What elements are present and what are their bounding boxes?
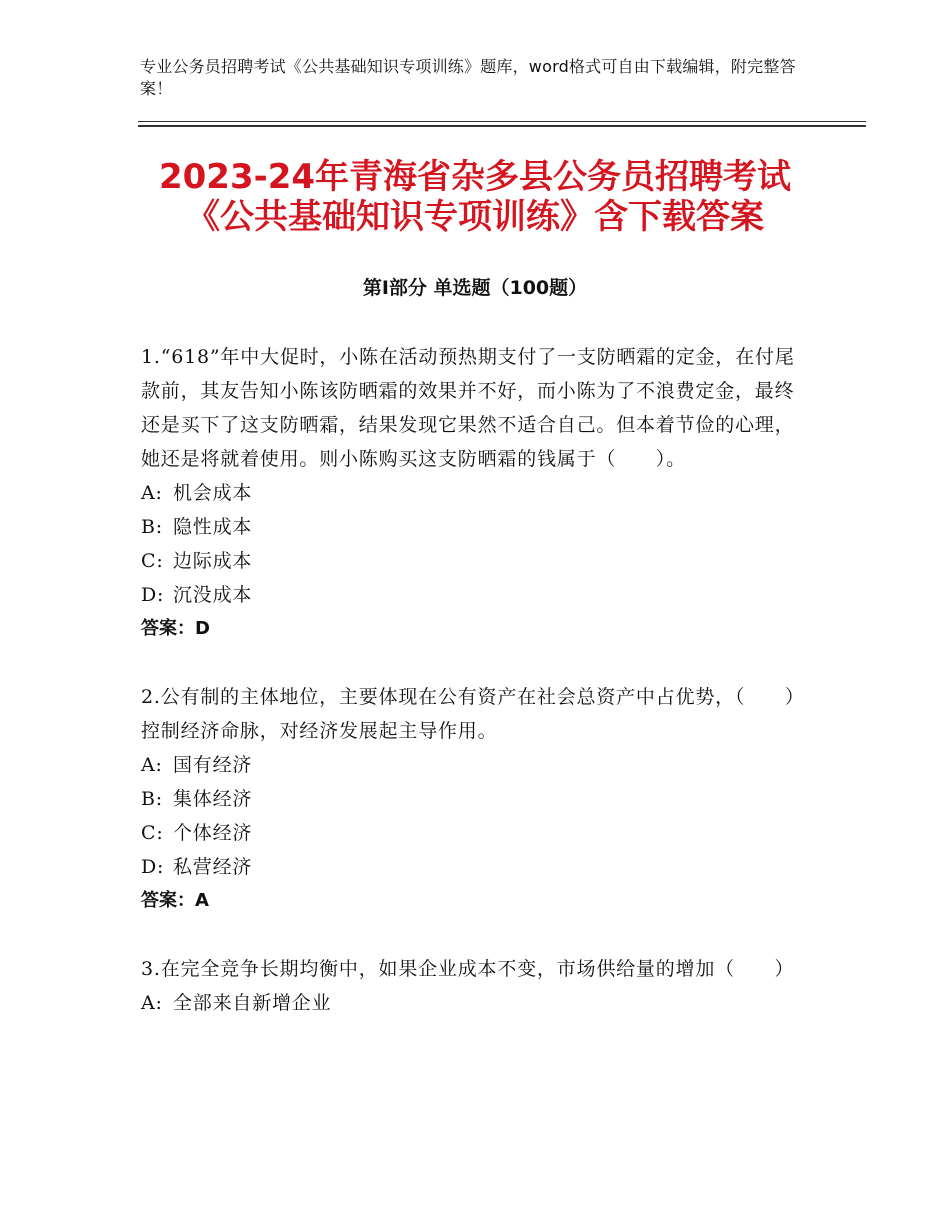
question-spacer [141, 646, 806, 680]
option-d [141, 850, 806, 884]
question-stem: 1.“618”年中大促时，小陈在活动预热期支付了一支防晒霜的定金，在付尾款前，其友告知小陈该防晒霜的效果并不好，而小陈为了不浪费定金，最终还是买下了这支防晒霜，结果发现它果然不适合自己。但本着节俭的心理，她还是将就着使用。则小陈购买这支防晒霜的钱属于（ ）。 [141, 346, 795, 470]
option-text: 集体经济 [173, 788, 253, 810]
option-a [141, 476, 806, 510]
option-key: C: [141, 822, 164, 844]
question-stem: 3.在完全竞争长期均衡中，如果企业成本不变，市场供给量的增加（ ） [141, 958, 795, 980]
option-d [141, 578, 806, 612]
section-heading: 第Ⅰ部分 单选题（100题） [362, 277, 588, 299]
option-a [141, 986, 806, 1020]
option-key: B: [141, 516, 163, 538]
option-key: C: [141, 550, 164, 572]
option-text: 沉没成本 [173, 584, 253, 606]
option-text: 全部来自新增企业 [173, 992, 332, 1014]
question-2 [141, 680, 806, 918]
option-c [141, 816, 806, 850]
question-3 [141, 952, 806, 1020]
option-c [141, 544, 806, 578]
option-b [141, 510, 806, 544]
option-key: A: [141, 754, 163, 776]
answer: 答案：D [141, 618, 210, 639]
answer: 答案：A [141, 890, 209, 911]
question-stem: 2.公有制的主体地位，主要体现在公有资产在社会总资产中占优势，（ ）控制经济命脉，对经济发展起主导作用。 [141, 686, 805, 742]
title-line-2: 《公共基础知识专项训练》含下载答案 [186, 197, 764, 237]
option-key: B: [141, 788, 163, 810]
option-key: A: [141, 992, 163, 1014]
option-text: 国有经济 [173, 754, 253, 776]
option-text: 边际成本 [173, 550, 253, 572]
option-b [141, 782, 806, 816]
option-text: 隐性成本 [173, 516, 253, 538]
option-text: 私营经济 [173, 856, 253, 878]
question-list [141, 340, 806, 1020]
header-note: 专业公务员招聘考试《公共基础知识专项训练》题库，word格式可自由下载编辑，附完整答案！ [140, 57, 796, 98]
option-key: D: [141, 584, 165, 606]
option-key: D: [141, 856, 165, 878]
question-spacer [141, 918, 806, 952]
header-rule-thin [138, 121, 866, 122]
option-text: 个体经济 [173, 822, 253, 844]
header-rule-thick [138, 125, 866, 127]
option-a [141, 748, 806, 782]
question-1 [141, 340, 806, 646]
title-line-1: 2023-24年青海省杂多县公务员招聘考试 [158, 157, 792, 197]
option-text: 机会成本 [173, 482, 253, 504]
option-key: A: [141, 482, 163, 504]
document-title [120, 157, 830, 237]
